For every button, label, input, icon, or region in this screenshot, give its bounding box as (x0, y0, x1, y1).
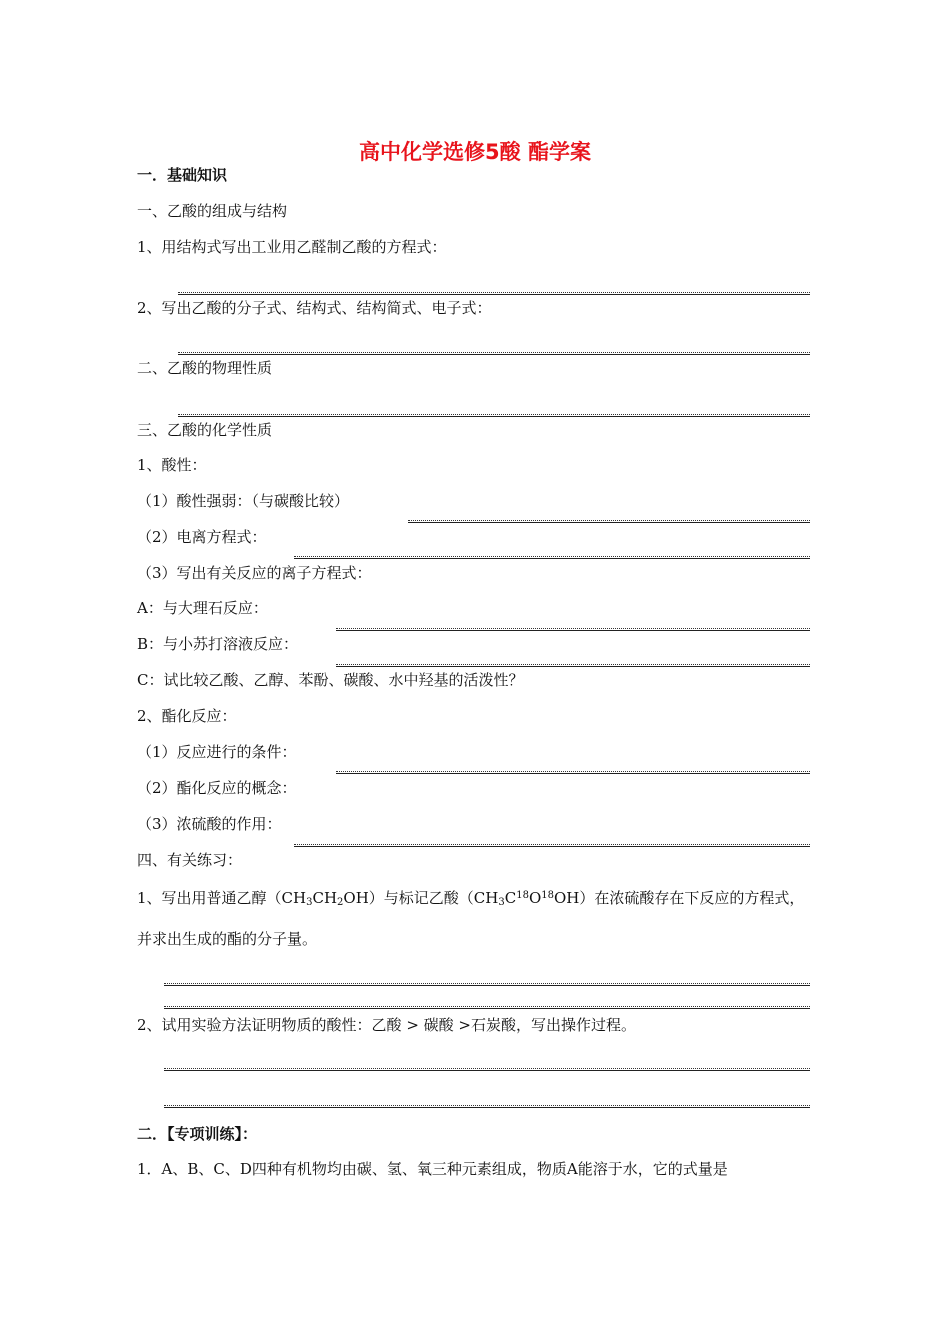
training-question-1: 1．A、B、C、D四种有机物均由碳、氢、氧三种元素组成，物质A能溶于水，它的式量是 (137, 1160, 728, 1178)
exercise-2: 2、试用实验方法证明物质的酸性：乙酸 > 碳酸 >石炭酸，写出操作过程。 (137, 1016, 636, 1034)
esterification-item-1: （1）反应进行的条件： (137, 743, 297, 761)
section-heading-basics: 一．基础知识 (137, 166, 228, 184)
part-heading-structure: 一、乙酸的组成与结构 (137, 202, 288, 220)
acidity-item-2: （2）电离方程式： (137, 528, 267, 546)
exercise-1 (137, 886, 804, 913)
exercise-1-text: 1、写出用普通乙醇（CH (137, 889, 307, 907)
section-heading-training: 二．【专项训练】： (137, 1125, 258, 1143)
answer-line (164, 1068, 810, 1069)
answer-line (178, 292, 810, 293)
exercise-1-text: OH）在浓硫酸存在下反应的方程式， (554, 889, 805, 907)
subscript: 3 (498, 897, 505, 908)
acidity-item-1: （1）酸性强弱：（与碳酸比较） (137, 492, 350, 510)
superscript: 18 (541, 890, 554, 901)
acidity-heading: 1、酸性： (137, 456, 207, 474)
acidity-item-3: （3）写出有关反应的离子方程式： (137, 564, 372, 582)
subscript: 2 (337, 897, 344, 908)
subscript: 3 (306, 897, 313, 908)
answer-line (336, 771, 810, 772)
answer-line (336, 664, 810, 665)
exercise-1-text: OH）与标记乙酸（CH (343, 889, 499, 907)
answer-line (294, 556, 810, 557)
esterification-item-3: （3）浓硫酸的作用： (137, 815, 282, 833)
answer-line (294, 844, 810, 845)
acidity-item-b: B：与小苏打溶液反应： (137, 635, 299, 653)
answer-line (408, 520, 810, 521)
exercise-1-text: O (528, 889, 542, 907)
answer-line (164, 1105, 810, 1106)
part-heading-exercises: 四、有关练习： (137, 851, 243, 869)
part-heading-physical: 二、乙酸的物理性质 (137, 359, 273, 377)
esterification-item-2: （2）酯化反应的概念： (137, 779, 297, 797)
answer-line (336, 628, 810, 629)
part-heading-chemical: 三、乙酸的化学性质 (137, 421, 273, 439)
exercise-1-line-2: 并求出生成的酯的分子量。 (137, 930, 318, 948)
answer-line (164, 983, 810, 984)
acidity-item-a: A：与大理石反应： (137, 599, 268, 617)
answer-line (164, 1006, 810, 1007)
esterification-heading: 2、酯化反应： (137, 707, 237, 725)
answer-line (178, 414, 810, 415)
exercise-1-text: CH (312, 889, 338, 907)
answer-line (178, 352, 810, 353)
question-1: 1、用结构式写出工业用乙醛制乙酸的方程式： (137, 238, 447, 256)
acidity-item-c: C：试比较乙酸、乙醇、苯酚、碳酸、水中羟基的活泼性？ (137, 671, 524, 689)
question-2: 2、写出乙酸的分子式、结构式、结构简式、电子式： (137, 299, 492, 317)
exercise-1-text: C (504, 889, 517, 907)
superscript: 18 (516, 890, 529, 901)
page-title: 高中化学选修5酸 酯学案 (359, 140, 591, 164)
